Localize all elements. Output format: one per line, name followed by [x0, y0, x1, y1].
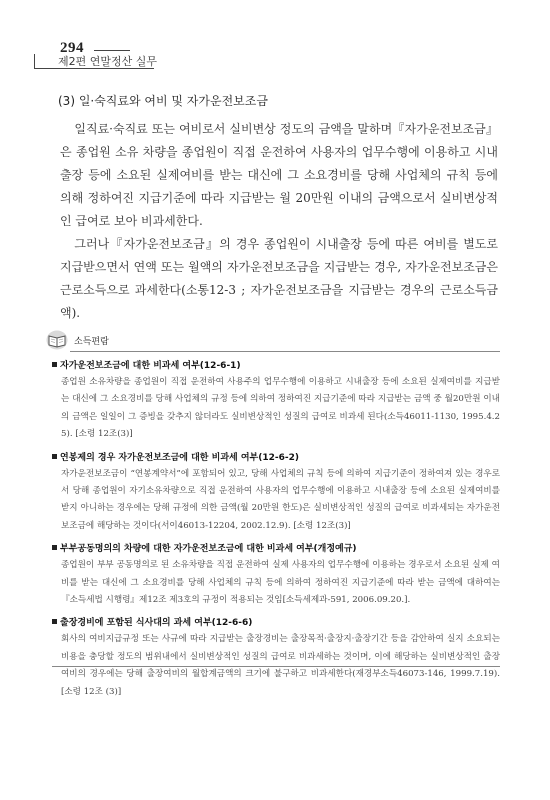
body-text — [60, 118, 498, 325]
ruling-body: 종업원 소유차량을 종업원이 직접 운전하여 사용주의 업무수행에 이용하고 시내출장 등에 소요된 실제여비를 지급받는 대신에 그 소요경비를 당해 사업체의 규정 등에 의하여 정하여진 지급기준에 따라 지급받는 금액 중 월20만원 이내의 금액은 일일이 그 증빙을 갖추지 않더라도 실비변상적인 성질의 급여로 비과세 된다(소득46011-1130, 1995.4.25). [소령 12조(3)] — [61, 377, 500, 440]
ruling-item — [52, 615, 500, 701]
paragraph: 일직료·숙직료 또는 여비로서 실비변상 정도의 금액을 말하며『자가운전보조금』은 종업원 소유 차량을 종업원이 직접 운전하여 사용자의 업무수행에 이용하고 시내출장 등에 소요된 실제여비를 받는 대신에 그 소요경비를 당해 사업체의 규칙 등에 의해 정하여진 지급기준에 따라 지급받는 월 20만원 이내의 금액으로서 실비변상적인 급여로 보아 비과세한다. — [60, 122, 498, 228]
tip-box-title: 소득편람 — [74, 337, 109, 347]
ruling-title — [52, 615, 500, 631]
ruling-item — [52, 358, 500, 444]
ruling-item — [52, 450, 500, 536]
section-heading: (3) 일·숙직료와 여비 및 자가운전보조금 — [58, 94, 268, 108]
tip-box-rule — [70, 351, 500, 352]
ruling-body: 종업원이 부부 공동명의로 된 소유차량을 직접 운전하여 실제 사용자의 업무수행에 이용하는 경우로서 소요된 실제 여비를 받는 대신에 그 소요경비를 당해 사업체의 규칙 등에 의하여 정하여진 지급기준에 따라 받는 금액에 대하여는『소득세법 시행령』제12조 제3호의 규정이 적용되는 것임[소득세제과-591, 2006.09.20.]. — [61, 560, 500, 606]
bullet-square-icon — [52, 545, 57, 550]
ruling-body: 회사의 여비지급규정 또는 사규에 따라 지급받는 출장경비는 출장목적·출장지·출장기간 등을 감안하여 실지 소요되는 비용을 충당할 정도의 범위내에서 실비변상적인 성질의 급여로 비과세하는 것이며, 이에 해당하는 실비변상적인 출장여비의 경우에는 당해 출장여비의 월합계금액의 크기에 불구하고 비과세한다(재경부소득46073-146, 1999.7.19). [소령 12조 (3)] — [61, 634, 500, 697]
ruling-item — [52, 541, 500, 609]
ruling-body: 자가운전보조금이 “연봉계약서”에 포함되어 있고, 당해 사업체의 규칙 등에 의하여 지급기준이 정하여져 있는 경우로서 당해 종업원이 자기소유차량으로 직접 운전하여 사용자의 업무수행에 이용하고 시내출장 등에 소요된 실제여비를 받지 아니하는 경우에는 당해 규정에 의한 금액(월 20만원 한도)은 실비변상적인 성질의 급여로 비과세되는 자가운전보조금에 해당하는 것이다(서이46013-12204, 2002.12.9). [소령 12조(3)] — [61, 468, 500, 531]
bullet-square-icon — [52, 619, 57, 624]
ruling-title-text: 부부공동명의의 차량에 대한 자가운전보조금에 대한 비과세 여부(개정예규) — [60, 544, 357, 555]
ruling-title — [52, 358, 500, 374]
ruling-title — [52, 450, 500, 466]
book-icon — [46, 330, 68, 350]
ruling-title-text: 자가운전보조금에 대한 비과세 여부(12-6-1) — [60, 361, 241, 371]
tip-box-header — [46, 330, 500, 352]
bullet-square-icon — [52, 362, 57, 367]
ruling-title-text: 출장경비에 포함된 식사대의 과세 여부(12-6-6) — [60, 618, 253, 629]
tip-box-bottom-rule — [52, 666, 500, 667]
header-rule — [94, 50, 130, 51]
page-number: 294 — [60, 40, 84, 56]
ruling-title — [52, 541, 500, 557]
header-bracket — [34, 54, 49, 69]
bullet-square-icon — [52, 454, 57, 459]
paragraph: 그러나『자가운전보조금』의 경우 종업원이 시내출장 등에 따른 여비를 별도로 지급받으면서 연액 또는 월액의 자가운전보조금을 지급받는 경우, 자가운전보조금은 근로소득으로 과세한다(소통12-3 ; 자가운전보조금을 지급받는 경우의 근로소득금액). — [60, 237, 498, 320]
page-header — [34, 40, 194, 74]
chapter-title: 제2편 연말정산 실무 — [58, 55, 157, 68]
ruling-list — [52, 358, 500, 707]
ruling-title-text: 연봉제의 경우 자가운전보조금에 대한 비과세 여부(12-6-2) — [60, 452, 299, 463]
